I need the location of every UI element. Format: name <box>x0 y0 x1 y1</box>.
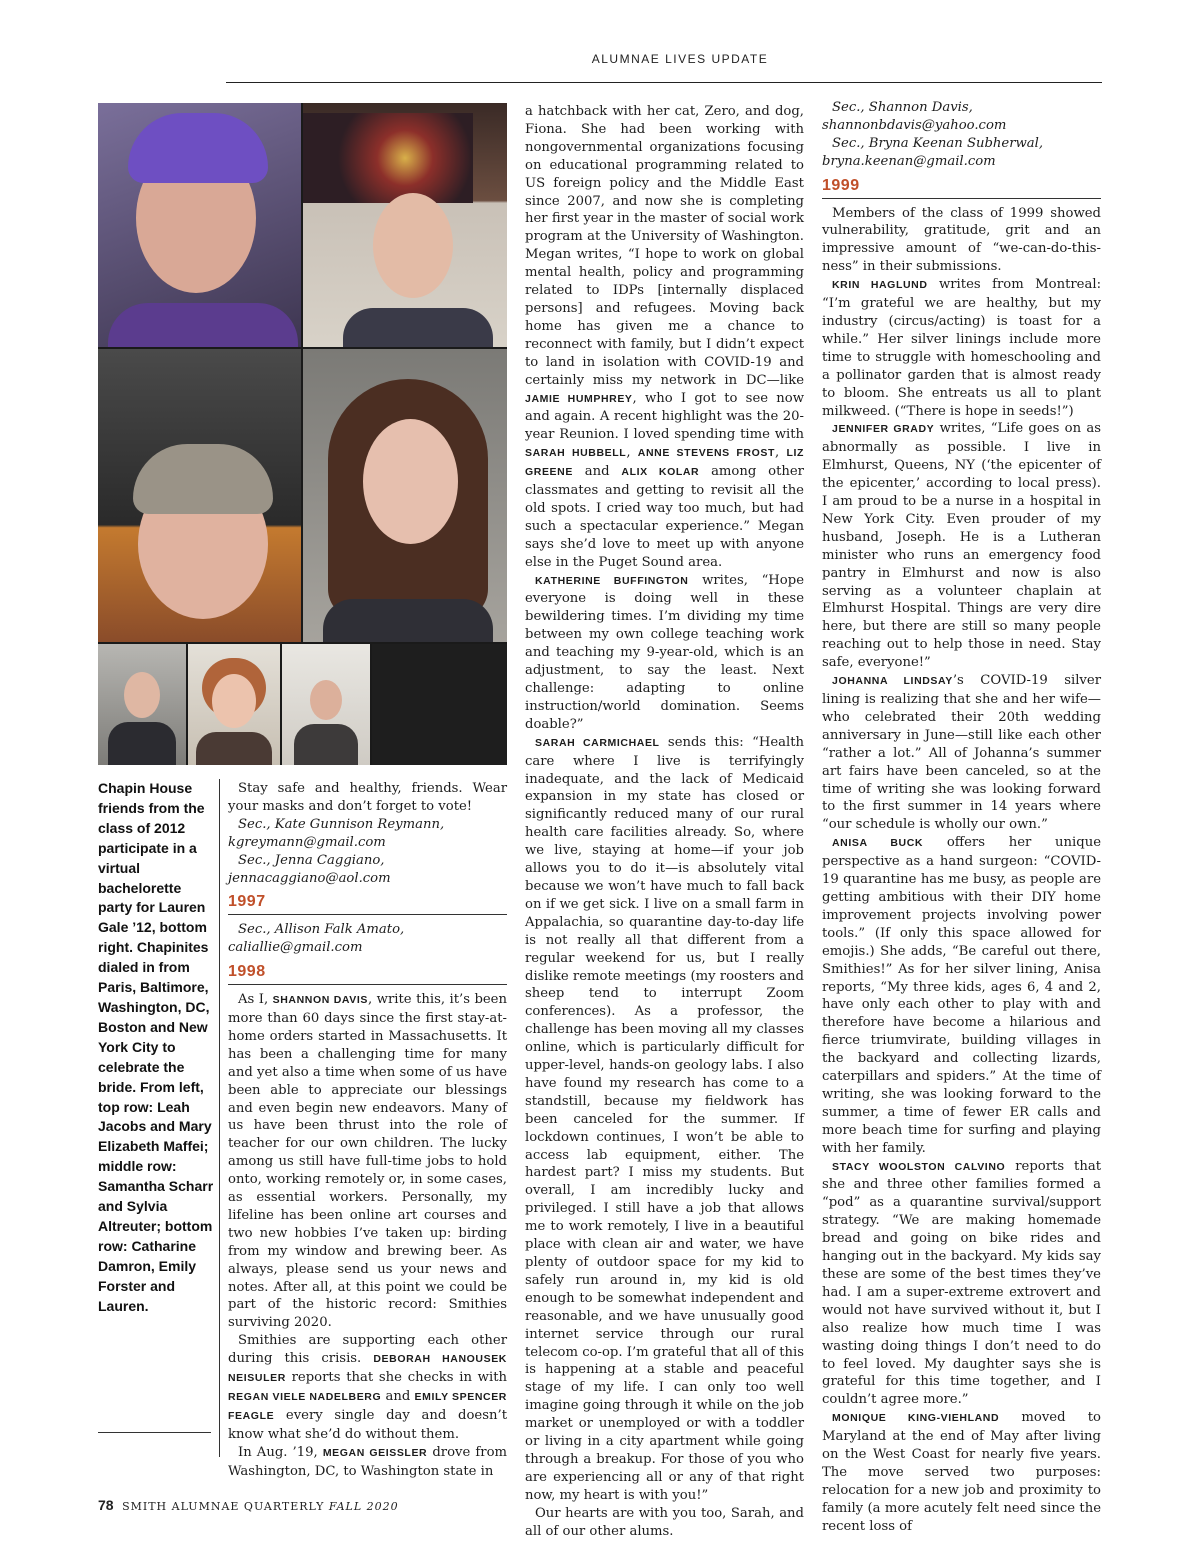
hair <box>133 444 273 514</box>
photo-tile-bottom-3 <box>282 644 370 765</box>
secretary-email: bryna.keenan@gmail.com <box>822 153 996 169</box>
paragraph: SARAH CARMICHAEL sends this: “Health care where I live is terrifyingly inadequate, and the lack of Medicaid expansion in my state has closed or significantly reduced many of our rural health care facilities already. So, where we live, staying at home—if your job allows you to do it—is absolutely vital because we won’t have much to fall back on if we get sick. I live on a small farm in Appalachia, so quarantine day-to-day life is not really all that different from a regular weekend for us, but I really dislike remote meetings (my roosters and sheep tend to interrupt Zoom conferences). As a professor, the challenge has been moving all my classes online, which is particularly difficult for upper-level, hands-on geology labs. I also have found my research has come to a standstill, because my fieldwork has been canceled for the summer. If lockdown continues, I won’t be able to access lab equipment, either. The hardest part? I miss my students. But overall, I am incredibly lucky and privileged. I still have a job that allows me to work remotely, I live in a beautiful place with clean air and water, we have plenty of outdoor space for my kid to safely run around in, my kid is old enough to be somewhat independent and reasonable, and we have unusually good internet service through our rural telecom co-op. I’m grateful that all of this is happening at a stable and peaceful stage of my life. I can only too well imagine going through it while on the job market or unemployed or with a toddler or living in a city apartment while going through a breakup. For those of you who are experiencing all or any of that right now, my heart is with you!” <box>525 734 804 1503</box>
paragraph: STACY WOOLSTON CALVINO reports that she and three other families formed a “pod” as a quarantine survival/support strategy. “We are making homemade bread and going on bike rides and hanging out in the backyard. My kids say these are some of the best times they’ve had. I am a super-extreme extrovert and would not have survived without it, but I also realize how much time I was wasting doing things I don’t need to do to feel loved. My daughter says she is grateful for this time together, and I couldn’t agree more.” <box>822 1158 1101 1408</box>
photo-tile-top-right <box>303 103 507 347</box>
shirt <box>108 722 176 765</box>
face <box>310 680 342 720</box>
paragraph: Members of the class of 1999 showed vulnerability, gratitude, grit and an impressive amount of “we-can-do-this-ness” in their submissions. <box>822 205 1101 275</box>
alumna-name: ANISA BUCK <box>832 837 924 850</box>
paragraph: Our hearts are with you too, Sarah, and all of our other alums. <box>525 1505 804 1539</box>
header-rule <box>226 82 1102 83</box>
secretary-line: Sec., Kate Gunnison Reymann, <box>238 816 445 832</box>
running-head: ALUMNAE LIVES UPDATE <box>591 52 769 66</box>
secretary-email: jennacaggiano@aol.com <box>228 870 391 886</box>
paragraph: KRIN HAGLUND writes from Montreal: “I’m grateful we are healthy, but my industry (circus/acting) is toast for a while.” Her silver linings include more time to struggle with homeschooling and a pollinator garden that is almost ready to bloom. She entreats us all to plant milkweed. (“There is hope in seeds!”) <box>822 277 1102 419</box>
issue-label: FALL 2020 <box>328 1500 399 1513</box>
alumna-name: ALIX KOLAR <box>621 466 700 479</box>
column-rule <box>219 779 220 1457</box>
face <box>373 193 453 298</box>
class-year-heading: 1998 <box>228 963 507 985</box>
alumna-name: JENNIFER GRADY <box>832 423 935 436</box>
alumna-name: MEGAN GEISSLER <box>322 1446 428 1459</box>
paragraph: Smithies are supporting each other during this crisis. DEBORAH HANOUSEK NEISULER reports that she checks in with REGAN VIELE NADELBERG and EMILY SPENCER FEAGLE every single day and doesn’t know what she’d do without them. <box>228 1333 507 1442</box>
group-video-call-photo <box>98 103 507 765</box>
paragraph: ANISA BUCK offers her unique perspective as a hand surgeon: “COVID-19 quarantine has me busy, as people are getting ambitious with their DIY home improvement projects involving power tools.” (If only this space allowed for emojis.) She adds, “Be careful out there, Smithies!” As for her silver lining, Anisa reports, “My three kids, ages 6, 4 and 2, have only each other to play with and therefore have become a hilarious and fierce triumvirate, building villages in the backyard and collecting lizards, caterpillars and spiders.” At the time of writing, she was looking forward to the summer, a time of fewer ER calls and more beach time for surfing and playing with her family. <box>822 835 1101 1156</box>
alumna-name: SARAH HUBBELL <box>525 447 627 460</box>
shirt <box>108 303 298 347</box>
secretary-email: shannonbdavis@yahoo.com <box>822 117 1007 133</box>
alumna-name: JAMIE HUMPHREY <box>525 392 633 405</box>
column-2 <box>228 780 507 1481</box>
secretary-line: Sec., Allison Falk Amato, <box>238 922 405 938</box>
secretary-email: caliallie@gmail.com <box>228 940 363 956</box>
paragraph: MONIQUE KING-VIEHLAND moved to Maryland at the end of May after living on the West Coast for nearly five years. The move served two purposes: relocation for a new job and proximity to family (a more acutely felt need since the recent loss of <box>822 1410 1101 1534</box>
secretary-line: Sec., Shannon Davis, <box>832 100 973 115</box>
paragraph: JENNIFER GRADY writes, “Life goes on as abnormally as possible. I live in Elmhurst, Queens, NY (‘the epicenter of the epicenter,’ according to local press). I am proud to be a nurse in a hospital in New York City. Even prouder of my husband, Joseph. He is a Lutheran minister who runs an emergency food pantry in Elmhurst and now is also serving as a volunteer chaplain at Elmhurst Hospital. Things are very dire here, but there are still so many people reaching out to help those in need. Stay safe, everyone!” <box>822 421 1101 671</box>
shirt <box>294 724 358 765</box>
caption-rule <box>98 1432 211 1433</box>
photo-tile-bottom-empty <box>372 644 507 765</box>
column-4 <box>822 99 1101 1536</box>
face <box>363 419 458 544</box>
paragraph: a hatchback with her cat, Zero, and dog, Fiona. She had been working with nongovernmental organizations focusing on educational programming related to US foreign policy and the Middle East since 2007, and now she is completing her first year in the master of social work program at the University of Washington. Megan writes, “I hope to work on global mental health, policy and programming related to IDPs [internally displaced persons] and refugees. Moving back home has given me a chance to reconnect with family, but I didn’t expect to land in isolation with COVID-19 and certainly miss my network in DC—like JAMIE HUMPHREY, who I got to see now and again. A recent highlight was the 20-year Reunion. I loved spending time with SARAH HUBBELL, ANNE STEVENS FROST, LIZ GREENE and ALIX KOLAR among other classmates and getting to revisit all the old spots. I cried way too much, but had such a spectacular experience.” Megan says she’d love to meet up with anyone else in the Puget Sound area. <box>525 104 804 570</box>
alumna-name: STACY WOOLSTON CALVINO <box>832 1160 1006 1173</box>
photo-tile-bottom-1 <box>98 644 186 765</box>
alumna-name: SHANNON DAVIS <box>272 994 369 1007</box>
photo-tile-middle-right <box>303 349 507 642</box>
paragraph: In Aug. ’19, MEGAN GEISSLER drove from Washington, DC, to Washington state in <box>228 1444 508 1479</box>
paragraph: KATHERINE BUFFINGTON writes, “Hope everyone is doing well in these bewildering times. I’m dividing my time between my own college teaching work and teaching my 9-year-old, which is an adjustment, to say the least. Next challenge: adapting to online instruction/world domination. Seems doable?” <box>525 572 804 732</box>
hair <box>128 113 268 183</box>
page-number: 78 <box>98 1497 114 1513</box>
alumna-name: DEBORAH HANOUSEK NEISULER <box>228 1353 507 1385</box>
face <box>212 674 256 728</box>
alumna-name: ANNE STEVENS FROST <box>637 447 775 460</box>
alumna-name: KATHERINE BUFFINGTON <box>535 574 689 587</box>
secretary-email: kgreymann@gmail.com <box>228 834 386 850</box>
photo-tile-middle-left <box>98 349 301 642</box>
alumna-name: KRIN HAGLUND <box>832 279 928 292</box>
paragraph: Stay safe and healthy, friends. Wear your masks and don’t forget to vote! <box>228 781 507 814</box>
magazine-name: SMITH ALUMNAE QUARTERLY <box>122 1500 325 1513</box>
photo-caption: Chapin House friends from the class of 2012 participate in a virtual bachelorette party for Lauren Gale ’12, bottom right. Chapinites dialed in from Paris, Baltimore, Washington, DC, Boston and New York City to celebrate the bride. From left, top row: Leah Jacobs and Mary Elizabeth Maffei; middle row: Samantha Scharr and Sylvia Altreuter; bottom row: Catharine Damron, Emily Forster and Lauren. <box>98 780 214 1314</box>
alumna-name: REGAN VIELE NADELBERG <box>228 1391 382 1403</box>
shirt <box>323 599 493 642</box>
wall-hanging <box>303 113 473 203</box>
alumna-name: JOHANNA LINDSAY <box>832 675 953 688</box>
class-year-heading: 1997 <box>228 893 507 915</box>
shirt <box>343 308 493 347</box>
column-3 <box>525 103 804 1541</box>
secretary-line: Sec., Bryna Keenan Subherwal, <box>832 135 1044 151</box>
paragraph: As I, SHANNON DAVIS, write this, it’s been more than 60 days since the first stay-at-home orders started in Massachusetts. It has been a challenging time for many and yet also a time when some of us have been able to appreciate our blessings and even begin new endeavors. Many of us have been thrust into the role of teacher for our own children. The lucky among us still have full-time jobs to hold onto, working remotely or, in some cases, as essential workers. Personally, my lifeline has been online art courses and two new hobbies I’ve taken up: birding from my window and brewing beer. As always, please send us your news and notes. After all, at this point we could be part of the historic record: Smithies surviving 2020. <box>228 992 507 1331</box>
face <box>124 672 160 718</box>
photo-tile-bottom-2 <box>188 644 280 765</box>
page-footer <box>98 1497 399 1513</box>
alumna-name: EMILY SPENCER FEAGLE <box>228 1391 507 1422</box>
paragraph: JOHANNA LINDSAY’s COVID-19 silver lining is realizing that she and her wife—who celebrated their 20th wedding anniversary in June—still like each other “rather a lot.” All of Johanna’s summer art fairs have been canceled, so at the time of writing she was looking forward to the first summer in 14 years where “our schedule is wholly our own.” <box>822 673 1101 833</box>
alumna-name: SARAH CARMICHAEL <box>535 736 660 749</box>
alumna-name: LIZ GREENE <box>525 447 804 479</box>
alumna-name: MONIQUE KING-VIEHLAND <box>832 1412 1000 1425</box>
class-year-heading: 1999 <box>822 177 1101 199</box>
shirt <box>196 732 272 765</box>
secretary-line: Sec., Jenna Caggiano, <box>238 852 385 868</box>
photo-tile-top-left <box>98 103 301 347</box>
